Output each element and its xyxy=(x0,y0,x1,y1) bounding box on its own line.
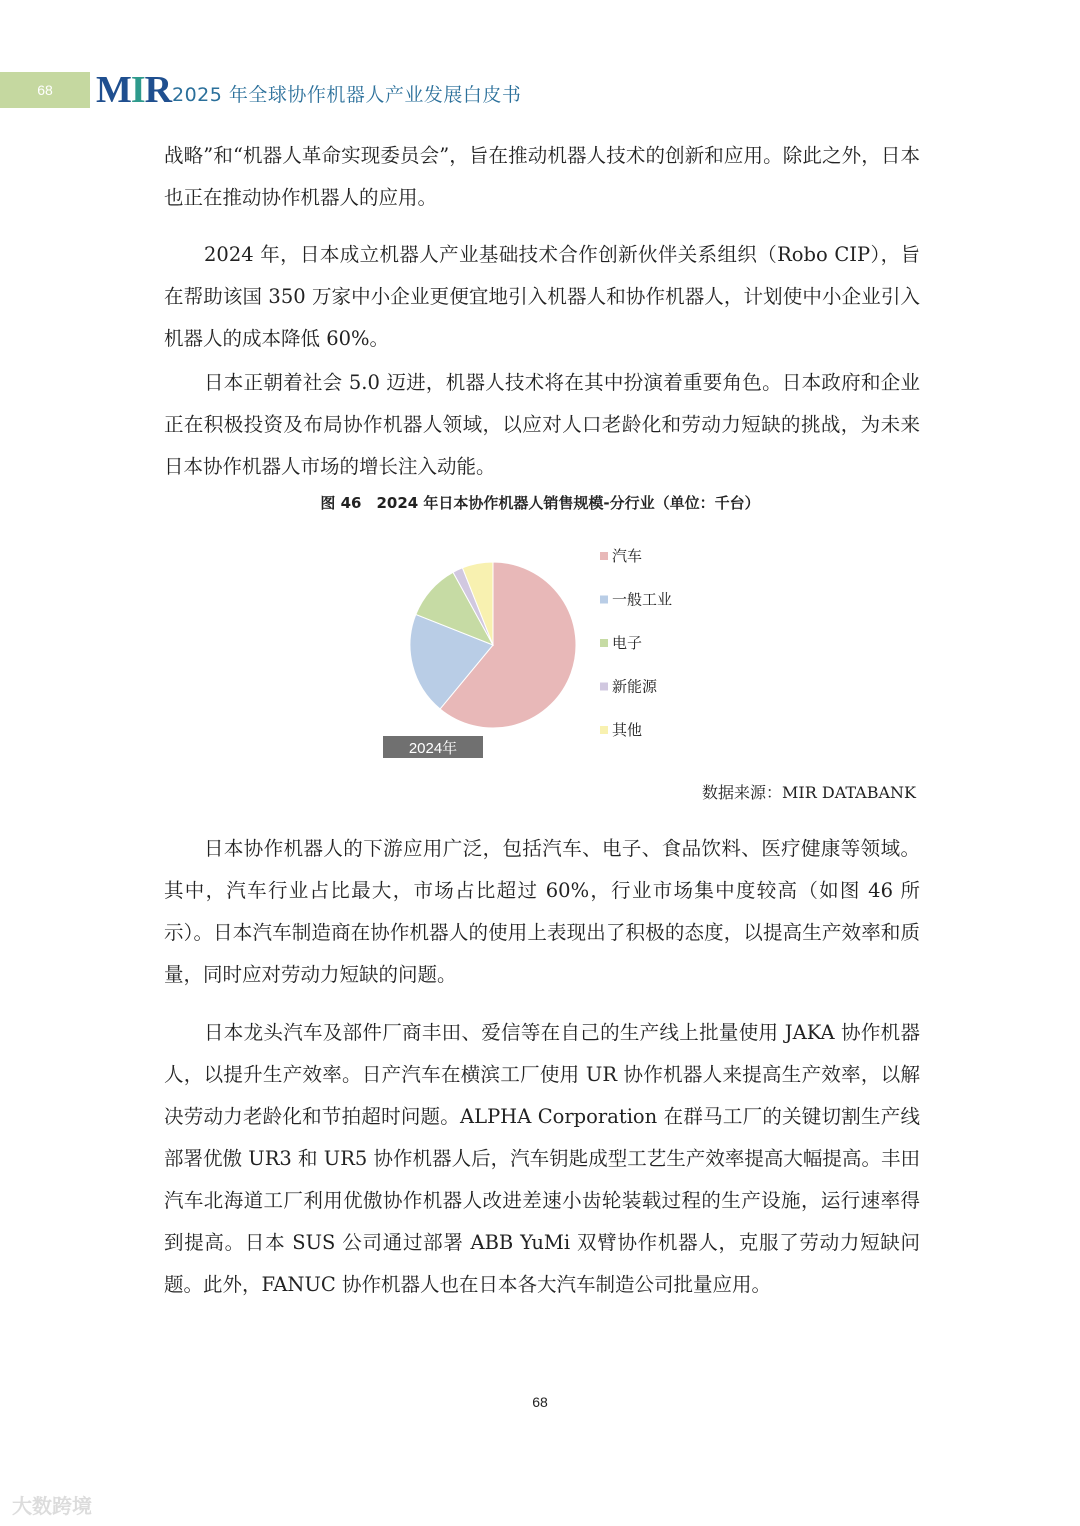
watermark: 大数跨境 xyxy=(12,1494,92,1518)
legend-label-4: 其他 xyxy=(612,721,643,739)
data-source: 数据来源：MIR DATABANK xyxy=(702,783,916,802)
header-title: 2025 年全球协作机器人产业发展白皮书 xyxy=(172,84,522,106)
legend-swatch-4 xyxy=(600,726,608,734)
paragraph-5: 日本龙头汽车及部件厂商丰田、爱信等在自己的生产线上批量使用 JAKA 协作机器人，以提升生产效率。日产汽车在横滨工厂使用 UR 协作机器人来提高生产效率，以解决劳动力老龄化和节拍超时问题。ALPHA Corporation 在群马工厂的关键切割生产线部署优傲 UR3 和 UR5 协作机器人后，汽车钥匙成型工艺生产效率提高大幅提高。丰田汽车北海道工厂利用优傲协作机器人改进差速小齿轮装载过程的生产设施，运行速率得到提高。日本 SUS 公司通过部署 ABB YuMi 双臂协作机器人，克服了劳动力短缺问题。此外，FANUC 协作机器人也在日本各大汽车制造公司批量应用。 xyxy=(164,1021,920,1296)
mir-logo: MIR xyxy=(96,69,172,111)
pie-chart xyxy=(380,530,720,770)
paragraph-2: 2024 年，日本成立机器人产业基础技术合作创新伙伴关系组织（Robo CIP），旨在帮助该国 350 万家中小企业更便宜地引入机器人和协作机器人，计划使中小企业引入机器人的成本降低 60%。 xyxy=(164,243,920,350)
legend-label-0: 汽车 xyxy=(612,547,643,565)
footer-page-number: 68 xyxy=(532,1394,548,1410)
header-page-number: 68 xyxy=(37,82,53,98)
legend-swatch-1 xyxy=(600,596,608,604)
legend-label-2: 电子 xyxy=(612,634,643,652)
figure-caption: 图 46 2024 年日本协作机器人销售规模-分行业（单位：千台） xyxy=(320,494,760,512)
legend-swatch-3 xyxy=(600,683,608,691)
legend-swatch-0 xyxy=(600,552,608,560)
paragraph-4: 日本协作机器人的下游应用广泛，包括汽车、电子、食品饮料、医疗健康等领域。其中，汽车行业占比最大，市场占比超过 60%，行业市场集中度较高（如图 46 所示）。日本汽车制造商在协作机器人的使用上表现出了积极的态度，以提高生产效率和质量，同时应对劳动力短缺的问题。 xyxy=(164,837,920,986)
paragraph-3: 日本正朝着社会 5.0 迈进，机器人技术将在其中扮演着重要角色。日本政府和企业正在积极投资及布局协作机器人领域，以应对人口老龄化和劳动力短缺的挑战，为未来日本协作机器人市场的增长注入动能。 xyxy=(164,371,920,478)
legend-label-3: 新能源 xyxy=(612,677,658,696)
paragraph-1: 战略”和“机器人革命实现委员会”，旨在推动机器人技术的创新和应用。除此之外，日本也正在推动协作机器人的应用。 xyxy=(164,144,920,209)
chart-title: 2024年 xyxy=(408,740,458,757)
legend-label-1: 一般工业 xyxy=(612,590,673,609)
legend-swatch-2 xyxy=(600,639,608,647)
